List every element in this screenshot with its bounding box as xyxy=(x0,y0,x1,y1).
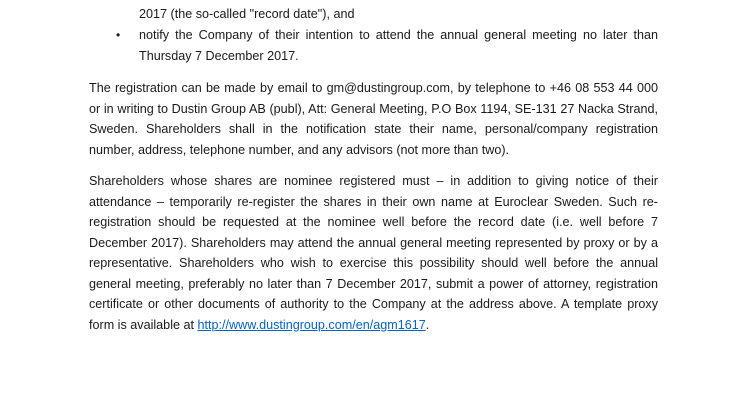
bullet-line: notify the Company of their intention to attend the annual general meeting no later than xyxy=(139,28,658,42)
paragraph-line: December 2017). Shareholders may attend the annual general meeting represented by proxy or by a xyxy=(89,235,658,250)
paragraph-line: representative. Shareholders who wish to exercise this possibility should well before the annual xyxy=(89,256,658,270)
paragraph-line: Shareholders whose shares are nominee registered must – in addition to giving notice of their xyxy=(89,174,658,188)
paragraph-last-line xyxy=(89,315,658,336)
link-prefix-text: form is available at xyxy=(89,317,198,332)
paragraph-line: certificate or other documents of authority to the Company at the address above. A template proxy xyxy=(89,297,658,311)
bullet-item-record-date xyxy=(89,4,658,25)
paragraph-line: The registration can be made by email to gm@dustingroup.com, by telephone to +46 08 553 44 000 xyxy=(89,81,658,95)
paragraph-line: or in writing to Dustin Group AB (publ), Att: General Meeting, P.O Box 1194, SE-131 27 Nacka Strand, xyxy=(89,101,658,116)
paragraph-line: general meeting, preferably no later than 7 December 2017, submit a power of attorney, registration xyxy=(89,276,658,291)
paragraph-line: number, address, telephone number, and any advisors (not more than two). xyxy=(89,142,510,157)
link-suffix-text: . xyxy=(425,317,430,332)
bullet-item-notify-company xyxy=(89,25,658,66)
registration-paragraph xyxy=(89,78,658,160)
bullet-line: Thursday 7 December 2017. xyxy=(139,48,299,63)
paragraph-line: Sweden. Shareholders shall in the notification state their name, personal/company registration xyxy=(89,122,658,136)
paragraph-line: attendance – temporarily re-register the shares in their own name at Euroclear Sweden. Such re- xyxy=(89,194,658,209)
nominee-paragraph xyxy=(89,171,658,335)
proxy-form-link[interactable]: http://www.dustingroup.com/en/agm1617 xyxy=(197,317,426,332)
paragraph-line: registration should be requested at the nominee well before the record date (i.e. well before 7 xyxy=(89,215,658,229)
bullet-line: 2017 (the so-called "record date"), and xyxy=(139,7,355,21)
bullet-marker: • xyxy=(116,28,121,42)
